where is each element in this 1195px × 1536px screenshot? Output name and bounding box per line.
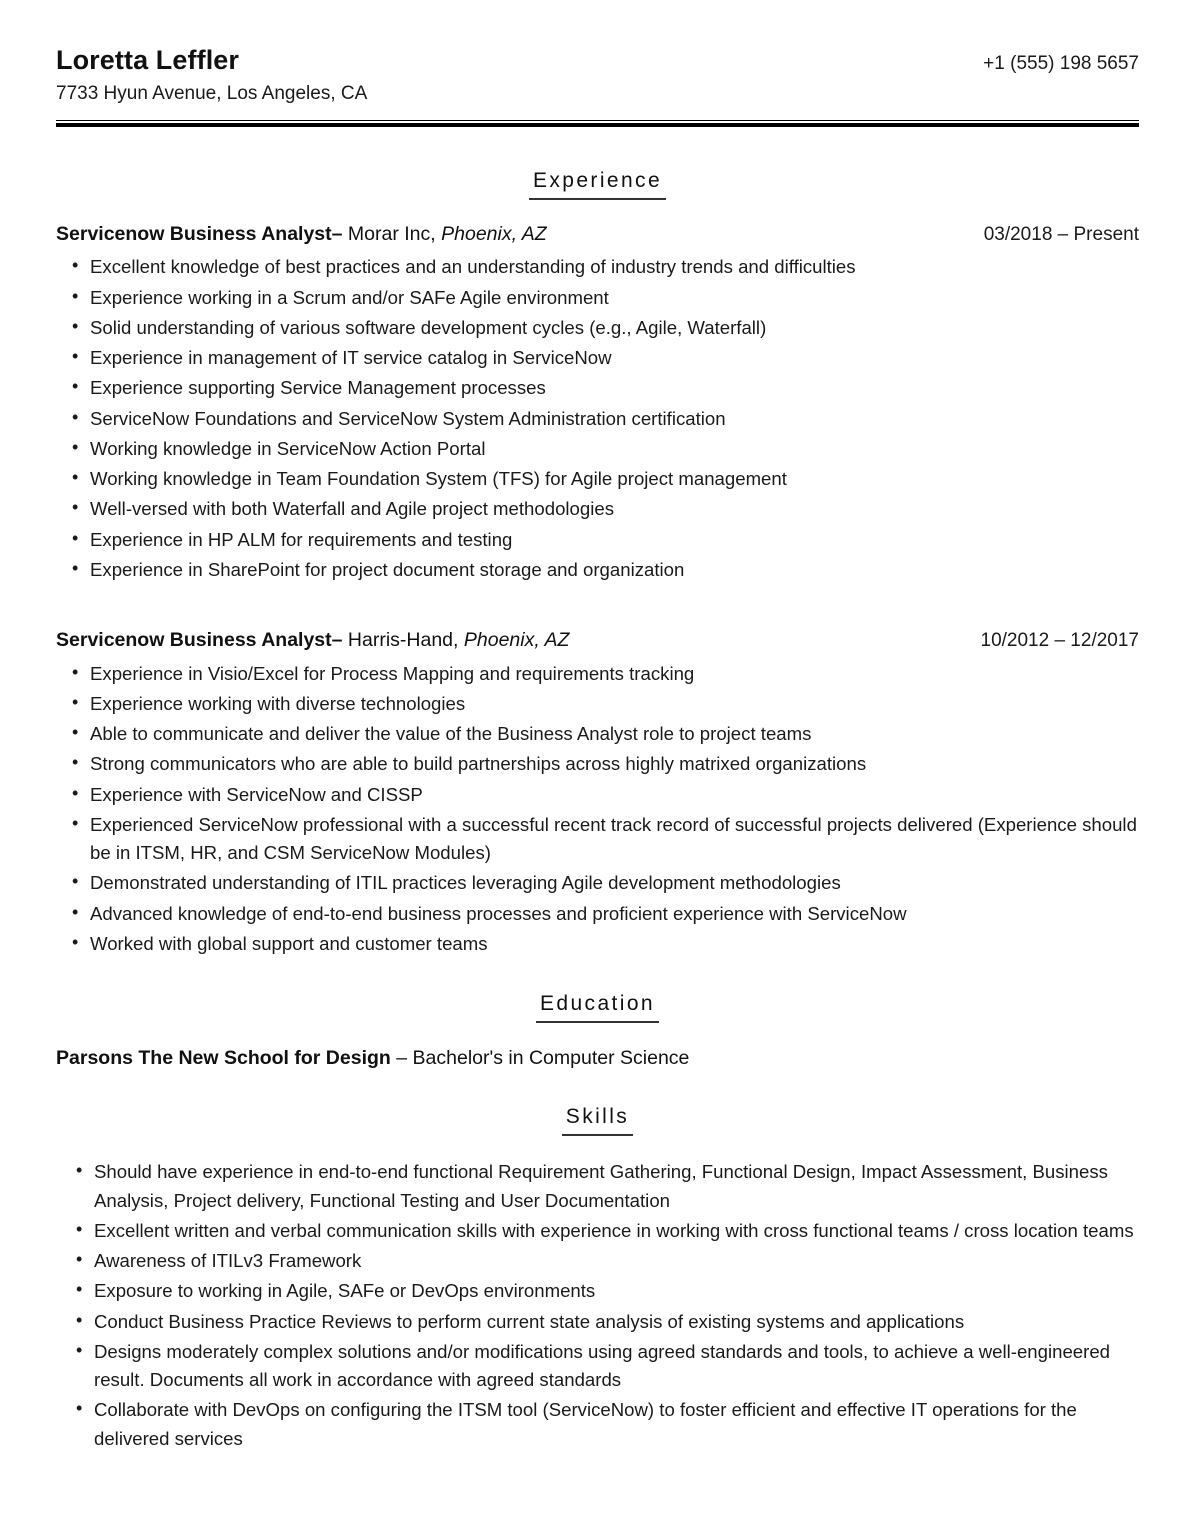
experience-entry-title (56, 628, 569, 653)
job-bullet: • Working knowledge in ServiceNow Action Portal (56, 435, 1139, 463)
job-bullet: • Experience working in a Scrum and/or SAFe Agile environment (56, 284, 1139, 312)
job-bullet: • Experience supporting Service Management processes (56, 374, 1139, 402)
candidate-address: 7733 Hyun Avenue, Los Angeles, CA (56, 83, 368, 105)
section-heading-experience (56, 169, 1139, 200)
job-bullet: • Excellent knowledge of best practices and an understanding of industry trends and difficulties (56, 253, 1139, 281)
job-bullet: • Experienced ServiceNow professional with a successful recent track record of successful projects delivered (Experience should be in ITSM, HR, and CSM ServiceNow Modules) (56, 811, 1139, 868)
job-bullet: • Experience in HP ALM for requirements and testing (56, 526, 1139, 554)
job-company: Morar Inc, (347, 223, 436, 246)
job-separator-dash: – (331, 629, 343, 652)
skill-bullet: • Exposure to working in Agile, SAFe or DevOps environments (56, 1277, 1139, 1305)
job-company: Harris-Hand, (347, 629, 459, 652)
job-bullet: • Working knowledge in Team Foundation System (TFS) for Agile project management (56, 465, 1139, 493)
skill-bullet: • Collaborate with DevOps on configuring the ITSM tool (ServiceNow) to foster efficient and effective IT operations for the delivered services (56, 1396, 1139, 1453)
header-divider (56, 120, 1139, 127)
experience-entry-title (56, 222, 547, 247)
job-bullet: • Advanced knowledge of end-to-end business processes and proficient experience with ServiceNow (56, 900, 1139, 928)
job-location: Phoenix, AZ (441, 223, 547, 246)
candidate-name: Loretta Leffler (56, 45, 240, 75)
job-bullet: • Able to communicate and deliver the value of the Business Analyst role to project teams (56, 720, 1139, 748)
job-bullet: • Experience in SharePoint for project document storage and organization (56, 556, 1139, 584)
experience-entry (56, 628, 1139, 958)
education-entry (56, 1045, 1139, 1071)
experience-spacer (56, 614, 1139, 626)
skill-bullet: • Conduct Business Practice Reviews to perform current state analysis of existing systems and applications (56, 1308, 1139, 1336)
job-bullet: • Strong communicators who are able to build partnerships across highly matrixed organizations (56, 750, 1139, 778)
job-bullet: • Experience with ServiceNow and CISSP (56, 781, 1139, 809)
job-bullet: • Demonstrated understanding of ITIL practices leveraging Agile development methodologies (56, 869, 1139, 897)
job-dates: 10/2012 – 12/2017 (980, 630, 1139, 652)
job-bullet: • Experience in Visio/Excel for Process Mapping and requirements tracking (56, 660, 1139, 688)
job-role: Servicenow Business Analyst (56, 629, 332, 652)
section-heading-education (56, 992, 1139, 1023)
job-bullet: • Worked with global support and customer teams (56, 930, 1139, 958)
job-bullet: • Experience working with diverse technologies (56, 690, 1139, 718)
education-separator-dash: – (396, 1047, 408, 1070)
skills-list (56, 1158, 1139, 1453)
experience-entry-header (56, 222, 1139, 247)
job-bullet: • Experience in management of IT service catalog in ServiceNow (56, 344, 1139, 372)
experience-entry (56, 222, 1139, 584)
section-heading-skills-label: Skills (562, 1105, 633, 1136)
section-heading-experience-label: Experience (529, 169, 666, 200)
education-degree: Bachelor's in Computer Science (412, 1047, 690, 1070)
skill-bullet: • Excellent written and verbal communication skills with experience in working with cross functional teams / cross location teams (56, 1217, 1139, 1245)
job-bullet: • Well-versed with both Waterfall and Agile project methodologies (56, 495, 1139, 523)
skill-bullet: • Designs moderately complex solutions and/or modifications using agreed standards and tools, to achieve a well-engineered result. Documents all work in accordance with agreed standards (56, 1338, 1139, 1395)
resume-header (56, 44, 1139, 76)
job-bullet-list (56, 253, 1139, 584)
section-heading-skills (56, 1105, 1139, 1136)
job-dates: 03/2018 – Present (983, 224, 1139, 246)
section-heading-education-label: Education (536, 992, 659, 1023)
divider-thick-line (56, 123, 1139, 127)
skill-bullet: • Should have experience in end-to-end functional Requirement Gathering, Functional Design, Impact Assessment, Business Analysis, Project delivery, Functional Testing and User Documentation (56, 1158, 1139, 1215)
job-location: Phoenix, AZ (463, 629, 570, 652)
skill-bullet: • Awareness of ITILv3 Framework (56, 1247, 1139, 1275)
job-role: Servicenow Business Analyst (56, 223, 332, 246)
job-bullet: • Solid understanding of various software development cycles (e.g., Agile, Waterfall) (56, 314, 1139, 342)
job-bullet-list (56, 660, 1139, 959)
job-bullet: • ServiceNow Foundations and ServiceNow System Administration certification (56, 405, 1139, 433)
job-separator-dash: – (331, 223, 343, 246)
education-school: Parsons The New School for Design (56, 1047, 391, 1070)
candidate-phone: +1 (555) 198 5657 (983, 53, 1139, 74)
experience-entry-header (56, 628, 1139, 653)
